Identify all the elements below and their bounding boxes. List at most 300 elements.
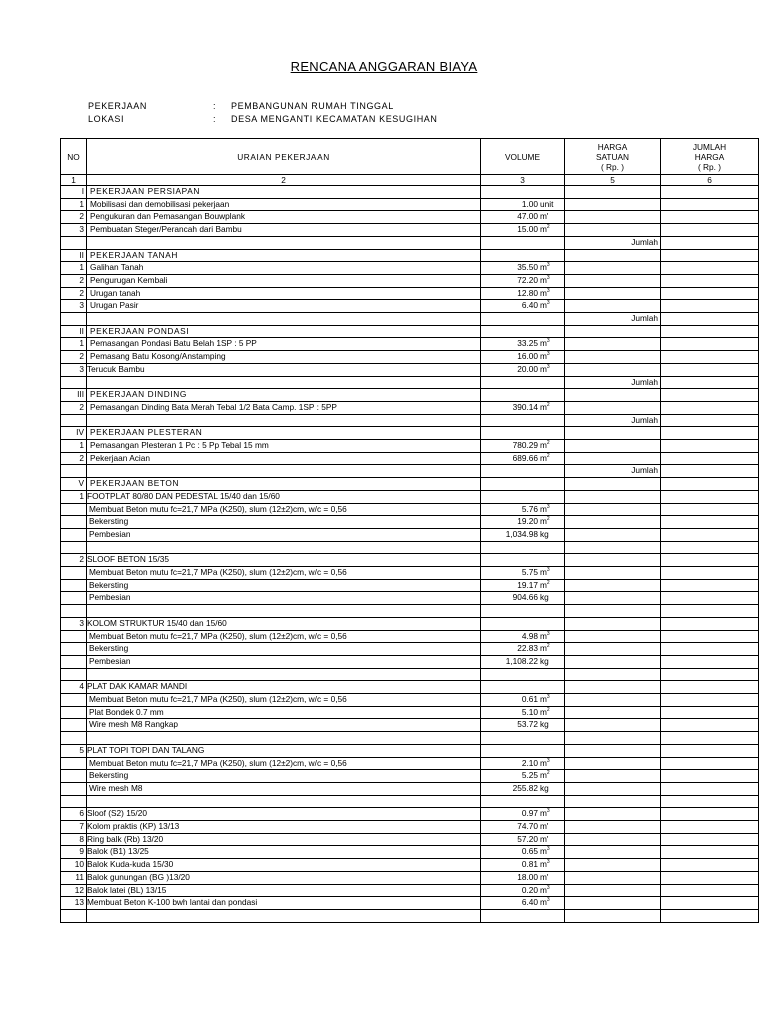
subtotal-row	[61, 465, 759, 478]
row-volume	[481, 821, 565, 834]
row-description	[87, 846, 481, 859]
row-number: 2	[61, 554, 87, 567]
header-no: NO	[61, 139, 87, 175]
row-jumlah-harga	[661, 579, 759, 592]
row-harga-satuan	[565, 795, 661, 808]
table-row	[61, 884, 759, 897]
row-number: 3	[61, 617, 87, 630]
item-description: Sloof (S2) 15/20	[87, 808, 147, 819]
row-harga-satuan	[565, 338, 661, 351]
row-volume	[481, 605, 565, 618]
row-number	[61, 528, 87, 541]
section-row	[61, 186, 759, 199]
volume-value: 72.20	[517, 274, 538, 285]
volume-unit: $m^3$	[540, 503, 550, 514]
row-volume	[481, 338, 565, 351]
meta-label-pekerjaan: PEKERJAAN	[88, 101, 147, 111]
row-description	[87, 440, 481, 453]
row-description	[87, 516, 481, 529]
section-row	[61, 389, 759, 402]
row-description	[87, 617, 481, 630]
row-description	[87, 719, 481, 732]
row-jumlah-harga	[661, 198, 759, 211]
row-harga-satuan	[565, 490, 661, 503]
row-jumlah-harga	[661, 363, 759, 376]
section-title: PEKERJAAN BETON	[90, 478, 180, 489]
section-title: PEKERJAAN PLESTERAN	[90, 427, 203, 438]
row-number: 2	[61, 452, 87, 465]
row-volume	[481, 300, 565, 313]
row-description	[87, 808, 481, 821]
volume-unit: $m^2$	[540, 224, 550, 235]
row-description	[87, 694, 481, 707]
row-volume	[481, 757, 565, 770]
unit-exponent: 2	[546, 770, 550, 777]
row-jumlah-harga	[661, 757, 759, 770]
volume-value: 12.80	[517, 287, 538, 298]
row-description	[87, 287, 481, 300]
unit-exponent: 2	[546, 401, 550, 408]
table-row	[61, 592, 759, 605]
row-harga-satuan	[565, 719, 661, 732]
row-harga-satuan	[565, 884, 661, 897]
item-description: Pengukuran dan Pemasangan Bouwplank	[90, 211, 245, 222]
volume-value: 16.00	[517, 351, 538, 362]
unit-exponent: 3	[546, 884, 550, 891]
section-row	[61, 325, 759, 338]
volume-value: 19.17	[517, 579, 538, 590]
meta-label-lokasi: LOKASI	[88, 114, 125, 124]
row-number	[61, 567, 87, 580]
volume-unit: $m^3$	[540, 897, 550, 908]
unit-exponent: 3	[546, 897, 550, 904]
row-volume	[481, 401, 565, 414]
row-harga-satuan	[565, 706, 661, 719]
item-description: Galihan Tanah	[90, 262, 144, 273]
table-row	[61, 770, 759, 783]
row-jumlah-harga	[661, 770, 759, 783]
table-row	[61, 440, 759, 453]
unit-exponent: 3	[546, 808, 550, 815]
volume-unit: $m^3$	[540, 630, 550, 641]
row-jumlah-harga	[661, 490, 759, 503]
row-jumlah-harga	[661, 681, 759, 694]
volume-value: 390.14	[512, 401, 538, 412]
row-volume	[481, 186, 565, 199]
section-title: PEKERJAAN PERSIAPAN	[90, 186, 200, 196]
table-row	[61, 897, 759, 910]
row-harga-satuan	[565, 910, 661, 923]
row-harga-satuan	[565, 427, 661, 440]
volume-value: 0.20	[521, 884, 538, 895]
row-description	[87, 427, 481, 440]
row-number	[61, 706, 87, 719]
row-description	[87, 884, 481, 897]
volume-value: 35.50	[517, 262, 538, 273]
subtotal-label: Jumlah	[565, 376, 661, 389]
item-description: Bekersting	[89, 643, 129, 654]
table-row	[61, 757, 759, 770]
row-description	[87, 821, 481, 834]
row-harga-satuan	[565, 681, 661, 694]
row-harga-satuan	[565, 274, 661, 287]
row-jumlah-harga	[661, 186, 759, 199]
row-description	[87, 910, 481, 923]
volume-value: 0.97	[521, 808, 538, 819]
row-volume	[481, 592, 565, 605]
row-number: III	[61, 389, 87, 402]
row-harga-satuan	[565, 554, 661, 567]
table-row	[61, 808, 759, 821]
row-harga-satuan	[565, 808, 661, 821]
volume-value: 47.00	[517, 211, 538, 222]
row-number: 1	[61, 338, 87, 351]
column-number: 3	[481, 175, 565, 186]
row-description	[87, 338, 481, 351]
row-jumlah-harga	[661, 465, 759, 478]
row-jumlah-harga	[661, 211, 759, 224]
volume-value: 5.10	[521, 706, 538, 717]
row-number: II	[61, 249, 87, 262]
row-jumlah-harga	[661, 478, 759, 491]
table-row	[61, 706, 759, 719]
row-volume	[481, 351, 565, 364]
section-title: PEKERJAAN DINDING	[90, 389, 187, 400]
table-row	[61, 262, 759, 275]
unit-exponent: 2	[546, 452, 550, 459]
row-harga-satuan	[565, 224, 661, 237]
volume-unit: m'	[540, 821, 549, 832]
row-number	[61, 630, 87, 643]
meta-value-lokasi: DESA MENGANTI KECAMATAN KESUGIHAN	[231, 114, 438, 124]
unit-exponent: 3	[546, 846, 550, 853]
row-number	[61, 910, 87, 923]
section-row	[61, 478, 759, 491]
row-harga-satuan	[565, 211, 661, 224]
row-jumlah-harga	[661, 655, 759, 668]
row-number: 3	[61, 300, 87, 313]
volume-value: 1.00	[521, 198, 538, 209]
row-jumlah-harga	[661, 592, 759, 605]
blank-row	[61, 795, 759, 808]
row-number: 2	[61, 211, 87, 224]
row-harga-satuan	[565, 732, 661, 745]
row-volume	[481, 274, 565, 287]
row-jumlah-harga	[661, 732, 759, 745]
column-number-row	[61, 175, 759, 186]
row-volume	[481, 871, 565, 884]
table-row	[61, 719, 759, 732]
volume-value: 0.61	[521, 694, 538, 705]
item-description: Membuat Beton mutu fc=21,7 MPa (K250), slum (12±2)cm, w/c = 0,56	[89, 630, 347, 641]
blank-row	[61, 605, 759, 618]
row-jumlah-harga	[661, 643, 759, 656]
row-harga-satuan	[565, 440, 661, 453]
row-description	[87, 795, 481, 808]
row-description	[87, 871, 481, 884]
unit-exponent: 3	[546, 300, 550, 307]
table-row	[61, 516, 759, 529]
row-volume	[481, 465, 565, 478]
table-row	[61, 287, 759, 300]
item-description: Pemasangan Dinding Bata Merah Tebal 1/2 Bata Camp. 1SP : 5PP	[90, 401, 337, 412]
table-header-row	[61, 139, 759, 175]
row-jumlah-harga	[661, 897, 759, 910]
meta-value-pekerjaan: PEMBANGUNAN RUMAH TINGGAL	[231, 101, 394, 111]
blank-row	[61, 910, 759, 923]
row-jumlah-harga	[661, 668, 759, 681]
volume-unit: kg	[540, 782, 549, 793]
row-description	[87, 262, 481, 275]
row-description	[87, 833, 481, 846]
volume-unit: $m^2$	[540, 770, 550, 781]
item-description: Pemasangan Plesteran 1 Pc : 5 Pp Tebal 15 mm	[90, 440, 269, 451]
volume-value: 5.75	[521, 567, 538, 578]
row-harga-satuan	[565, 846, 661, 859]
row-volume	[481, 211, 565, 224]
section-row	[61, 427, 759, 440]
unit-exponent: 3	[546, 630, 550, 637]
header-jumlah-harga-line: ( Rp. )	[697, 161, 722, 172]
row-description	[87, 757, 481, 770]
row-description	[87, 630, 481, 643]
table-row	[61, 528, 759, 541]
row-volume	[481, 846, 565, 859]
meta-colon: :	[213, 114, 217, 124]
row-volume	[481, 643, 565, 656]
volume-unit: $m^3$	[540, 262, 550, 273]
row-description	[87, 668, 481, 681]
row-jumlah-harga	[661, 236, 759, 249]
row-jumlah-harga	[661, 427, 759, 440]
row-description	[87, 567, 481, 580]
row-description	[87, 605, 481, 618]
table-row	[61, 274, 759, 287]
row-volume	[481, 236, 565, 249]
volume-value: 904.66	[512, 592, 538, 603]
row-volume	[481, 859, 565, 872]
row-description	[87, 643, 481, 656]
row-volume	[481, 706, 565, 719]
row-number: V	[61, 478, 87, 491]
row-volume	[481, 630, 565, 643]
volume-value: 53.72	[517, 719, 538, 730]
volume-unit: $m^3$	[540, 567, 550, 578]
header-jumlah-harga	[661, 139, 759, 175]
row-harga-satuan	[565, 325, 661, 338]
header-harga-satuan-line: ( Rp. )	[600, 161, 625, 172]
row-description	[87, 465, 481, 478]
row-harga-satuan	[565, 528, 661, 541]
volume-unit: $m^3$	[540, 274, 550, 285]
row-description	[87, 744, 481, 757]
item-description: Urugan Pasir	[90, 300, 139, 311]
row-volume	[481, 617, 565, 630]
row-number: II	[61, 325, 87, 338]
row-number	[61, 236, 87, 249]
row-jumlah-harga	[661, 630, 759, 643]
row-volume	[481, 719, 565, 732]
unit-exponent: 3	[546, 351, 550, 358]
meta-colon: :	[213, 101, 217, 111]
row-volume	[481, 694, 565, 707]
row-harga-satuan	[565, 516, 661, 529]
table-row	[61, 363, 759, 376]
table-row	[61, 300, 759, 313]
row-volume	[481, 681, 565, 694]
row-harga-satuan	[565, 744, 661, 757]
unit-exponent: 2	[546, 440, 550, 447]
row-jumlah-harga	[661, 249, 759, 262]
row-number	[61, 668, 87, 681]
item-description: Bekersting	[89, 516, 129, 527]
row-description	[87, 236, 481, 249]
volume-unit: kg	[540, 528, 549, 539]
item-description: Plat Bondek 0.7 mm	[89, 706, 164, 717]
row-volume	[481, 313, 565, 326]
row-volume	[481, 440, 565, 453]
volume-value: 1,034.98	[505, 528, 538, 539]
row-description	[87, 186, 481, 199]
volume-unit: $m^3$	[540, 300, 550, 311]
item-description: Bekersting	[89, 770, 129, 781]
table-row	[61, 833, 759, 846]
row-number: 1	[61, 262, 87, 275]
row-volume	[481, 770, 565, 783]
row-volume	[481, 528, 565, 541]
row-harga-satuan	[565, 833, 661, 846]
row-number: IV	[61, 427, 87, 440]
volume-unit: $m^2$	[540, 579, 550, 590]
row-volume	[481, 579, 565, 592]
row-number: 8	[61, 833, 87, 846]
row-number: 13	[61, 897, 87, 910]
row-number: I	[61, 186, 87, 199]
row-number	[61, 655, 87, 668]
volume-unit: m'	[540, 833, 549, 844]
row-jumlah-harga	[661, 389, 759, 402]
row-number: 12	[61, 884, 87, 897]
volume-value: 33.25	[517, 338, 538, 349]
row-description	[87, 478, 481, 491]
row-number	[61, 376, 87, 389]
unit-exponent: 2	[546, 643, 550, 650]
volume-value: 255.82	[512, 782, 538, 793]
volume-value: 0.65	[521, 846, 538, 857]
item-description: Balok latei (BL) 13/15	[87, 884, 167, 895]
row-description	[87, 363, 481, 376]
row-harga-satuan	[565, 579, 661, 592]
table-row	[61, 567, 759, 580]
row-number: 3	[61, 224, 87, 237]
item-description: Urugan tanah	[90, 287, 141, 298]
volume-unit: kg	[540, 655, 549, 666]
volume-unit: $m^2$	[540, 706, 550, 717]
volume-value: 74.70	[517, 821, 538, 832]
volume-unit: $m^2$	[540, 643, 550, 654]
row-jumlah-harga	[661, 516, 759, 529]
row-number	[61, 643, 87, 656]
row-harga-satuan	[565, 186, 661, 199]
volume-value: 15.00	[517, 224, 538, 235]
row-harga-satuan	[565, 452, 661, 465]
row-jumlah-harga	[661, 224, 759, 237]
row-jumlah-harga	[661, 833, 759, 846]
unit-exponent: 2	[546, 516, 550, 523]
unit-exponent: 3	[546, 262, 550, 269]
row-description	[87, 389, 481, 402]
item-description: Membuat Beton mutu fc=21,7 MPa (K250), slum (12±2)cm, w/c = 0,56	[89, 503, 347, 514]
row-volume	[481, 554, 565, 567]
unit-exponent: 3	[546, 274, 550, 281]
row-volume	[481, 414, 565, 427]
row-harga-satuan	[565, 859, 661, 872]
table-row	[61, 630, 759, 643]
item-description: Balok (B1) 13/25	[87, 846, 149, 857]
row-description	[87, 351, 481, 364]
volume-value: 19.20	[517, 516, 538, 527]
row-harga-satuan	[565, 567, 661, 580]
row-description	[87, 732, 481, 745]
row-jumlah-harga	[661, 859, 759, 872]
row-number: 10	[61, 859, 87, 872]
section-title: PEKERJAAN TANAH	[90, 249, 178, 260]
subtotal-label: Jumlah	[565, 236, 661, 249]
volume-value: 5.76	[521, 503, 538, 514]
row-jumlah-harga	[661, 605, 759, 618]
row-number: 2	[61, 351, 87, 364]
row-number	[61, 414, 87, 427]
row-description	[87, 897, 481, 910]
row-harga-satuan	[565, 198, 661, 211]
row-volume	[481, 287, 565, 300]
row-harga-satuan	[565, 503, 661, 516]
row-jumlah-harga	[661, 401, 759, 414]
row-description	[87, 452, 481, 465]
table-body	[61, 186, 759, 923]
table-row	[61, 859, 759, 872]
row-jumlah-harga	[661, 910, 759, 923]
row-harga-satuan	[565, 871, 661, 884]
row-volume	[481, 427, 565, 440]
row-number: 3	[61, 363, 87, 376]
section-title: PEKERJAAN PONDASI	[90, 325, 190, 336]
row-jumlah-harga	[661, 808, 759, 821]
row-jumlah-harga	[661, 795, 759, 808]
volume-value: 689.66	[512, 452, 538, 463]
row-harga-satuan	[565, 262, 661, 275]
blank-row	[61, 668, 759, 681]
row-number: 2	[61, 274, 87, 287]
volume-unit: $m^3$	[540, 287, 550, 298]
row-harga-satuan	[565, 541, 661, 554]
item-description: Pembesian	[89, 528, 131, 539]
row-description	[87, 541, 481, 554]
row-volume	[481, 808, 565, 821]
table-row	[61, 579, 759, 592]
header-uraian: URAIAN PEKERJAAN	[87, 139, 481, 175]
row-volume	[481, 795, 565, 808]
row-volume	[481, 668, 565, 681]
row-number	[61, 605, 87, 618]
row-number	[61, 782, 87, 795]
row-volume	[481, 541, 565, 554]
table-row	[61, 211, 759, 224]
row-description	[87, 211, 481, 224]
row-description	[87, 503, 481, 516]
row-description	[87, 782, 481, 795]
row-jumlah-harga	[661, 541, 759, 554]
